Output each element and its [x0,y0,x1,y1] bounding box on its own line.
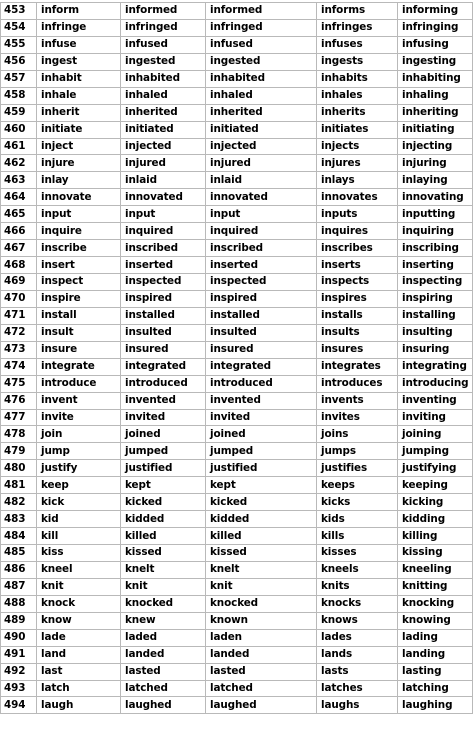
ing-form-cell: joining [398,426,473,443]
ing-form-cell: lading [398,629,473,646]
third-person-form-cell: insults [317,324,398,341]
past-participle-cell: inhaled [206,87,317,104]
past-participle-cell: kidded [206,511,317,528]
base-form-cell: lade [37,629,121,646]
past-simple-cell: injected [121,138,206,155]
table-row [1,629,473,646]
past-simple-cell: inspected [121,274,206,291]
past-participle-cell: inquired [206,223,317,240]
ing-form-cell: latching [398,680,473,697]
third-person-form-cell: inherits [317,104,398,121]
ing-form-cell: insuring [398,341,473,358]
past-simple-cell: inserted [121,257,206,274]
past-participle-cell: kissed [206,545,317,562]
table-row [1,104,473,121]
ing-form-cell: knitting [398,578,473,595]
table-row [1,172,473,189]
past-participle-cell: killed [206,528,317,545]
row-number-cell: 484 [1,528,37,545]
base-form-cell: input [37,206,121,223]
row-number-cell: 463 [1,172,37,189]
row-number-cell: 477 [1,409,37,426]
ing-form-cell: introducing [398,375,473,392]
ing-form-cell: killing [398,528,473,545]
table-row [1,257,473,274]
ing-form-cell: informing [398,3,473,20]
row-number-cell: 490 [1,629,37,646]
past-participle-cell: knit [206,578,317,595]
base-form-cell: inform [37,3,121,20]
past-participle-cell: inserted [206,257,317,274]
ing-form-cell: inspiring [398,290,473,307]
base-form-cell: insult [37,324,121,341]
base-form-cell: keep [37,477,121,494]
past-simple-cell: invented [121,392,206,409]
row-number-cell: 455 [1,36,37,53]
base-form-cell: inspect [37,274,121,291]
third-person-form-cell: jumps [317,443,398,460]
past-participle-cell: introduced [206,375,317,392]
row-number-cell: 481 [1,477,37,494]
row-number-cell: 472 [1,324,37,341]
row-number-cell: 485 [1,545,37,562]
row-number-cell: 467 [1,240,37,257]
past-participle-cell: laden [206,629,317,646]
row-number-cell: 486 [1,561,37,578]
row-number-cell: 471 [1,307,37,324]
past-participle-cell: invented [206,392,317,409]
past-participle-cell: injured [206,155,317,172]
table-row [1,189,473,206]
third-person-form-cell: inspects [317,274,398,291]
third-person-form-cell: insures [317,341,398,358]
past-simple-cell: installed [121,307,206,324]
past-simple-cell: knew [121,612,206,629]
past-participle-cell: justified [206,460,317,477]
past-simple-cell: innovated [121,189,206,206]
base-form-cell: jump [37,443,121,460]
third-person-form-cell: ingests [317,53,398,70]
third-person-form-cell: installs [317,307,398,324]
past-participle-cell: jumped [206,443,317,460]
past-simple-cell: insulted [121,324,206,341]
base-form-cell: kill [37,528,121,545]
past-participle-cell: informed [206,3,317,20]
table-row [1,646,473,663]
base-form-cell: land [37,646,121,663]
row-number-cell: 488 [1,595,37,612]
row-number-cell: 470 [1,290,37,307]
ing-form-cell: laughing [398,697,473,714]
third-person-form-cell: lands [317,646,398,663]
third-person-form-cell: injects [317,138,398,155]
base-form-cell: laugh [37,697,121,714]
table-row [1,138,473,155]
third-person-form-cell: kicks [317,494,398,511]
ing-form-cell: inlaying [398,172,473,189]
base-form-cell: inject [37,138,121,155]
past-participle-cell: inspired [206,290,317,307]
past-simple-cell: input [121,206,206,223]
past-simple-cell: inquired [121,223,206,240]
table-row [1,528,473,545]
row-number-cell: 459 [1,104,37,121]
past-simple-cell: killed [121,528,206,545]
third-person-form-cell: invites [317,409,398,426]
third-person-form-cell: lasts [317,663,398,680]
row-number-cell: 460 [1,121,37,138]
past-simple-cell: ingested [121,53,206,70]
row-number-cell: 458 [1,87,37,104]
third-person-form-cell: kids [317,511,398,528]
third-person-form-cell: inserts [317,257,398,274]
base-form-cell: invent [37,392,121,409]
past-participle-cell: laughed [206,697,317,714]
table-row [1,578,473,595]
third-person-form-cell: kills [317,528,398,545]
past-participle-cell: kept [206,477,317,494]
past-participle-cell: installed [206,307,317,324]
base-form-cell: inhabit [37,70,121,87]
table-row [1,155,473,172]
past-simple-cell: inlaid [121,172,206,189]
third-person-form-cell: latches [317,680,398,697]
third-person-form-cell: joins [317,426,398,443]
table-row [1,460,473,477]
base-form-cell: injure [37,155,121,172]
past-simple-cell: infused [121,36,206,53]
row-number-cell: 453 [1,3,37,20]
table-row [1,341,473,358]
ing-form-cell: knowing [398,612,473,629]
ing-form-cell: inspecting [398,274,473,291]
table-row [1,443,473,460]
base-form-cell: knock [37,595,121,612]
third-person-form-cell: introduces [317,375,398,392]
ing-form-cell: infusing [398,36,473,53]
ing-form-cell: kicking [398,494,473,511]
third-person-form-cell: inlays [317,172,398,189]
verb-forms-table [0,2,473,714]
base-form-cell: join [37,426,121,443]
third-person-form-cell: knows [317,612,398,629]
table-row [1,392,473,409]
past-simple-cell: inhabited [121,70,206,87]
past-participle-cell: injected [206,138,317,155]
past-simple-cell: inhaled [121,87,206,104]
base-form-cell: ingest [37,53,121,70]
row-number-cell: 483 [1,511,37,528]
past-simple-cell: knit [121,578,206,595]
ing-form-cell: inserting [398,257,473,274]
table-row [1,223,473,240]
base-form-cell: insure [37,341,121,358]
row-number-cell: 479 [1,443,37,460]
past-participle-cell: ingested [206,53,317,70]
past-participle-cell: insured [206,341,317,358]
row-number-cell: 462 [1,155,37,172]
past-simple-cell: kidded [121,511,206,528]
row-number-cell: 465 [1,206,37,223]
ing-form-cell: landing [398,646,473,663]
table-row [1,206,473,223]
past-simple-cell: infringed [121,19,206,36]
base-form-cell: last [37,663,121,680]
base-form-cell: inhale [37,87,121,104]
third-person-form-cell: lades [317,629,398,646]
verb-table-body [1,3,473,714]
table-row [1,545,473,562]
ing-form-cell: kidding [398,511,473,528]
row-number-cell: 473 [1,341,37,358]
base-form-cell: kneel [37,561,121,578]
third-person-form-cell: injures [317,155,398,172]
table-row [1,87,473,104]
row-number-cell: 464 [1,189,37,206]
past-participle-cell: integrated [206,358,317,375]
row-number-cell: 461 [1,138,37,155]
ing-form-cell: installing [398,307,473,324]
base-form-cell: infuse [37,36,121,53]
row-number-cell: 492 [1,663,37,680]
past-participle-cell: inspected [206,274,317,291]
row-number-cell: 474 [1,358,37,375]
past-simple-cell: laughed [121,697,206,714]
row-number-cell: 487 [1,578,37,595]
third-person-form-cell: knocks [317,595,398,612]
base-form-cell: integrate [37,358,121,375]
past-simple-cell: introduced [121,375,206,392]
table-row [1,53,473,70]
past-participle-cell: initiated [206,121,317,138]
third-person-form-cell: innovates [317,189,398,206]
ing-form-cell: inventing [398,392,473,409]
ing-form-cell: injuring [398,155,473,172]
past-participle-cell: inherited [206,104,317,121]
base-form-cell: inscribe [37,240,121,257]
row-number-cell: 494 [1,697,37,714]
ing-form-cell: lasting [398,663,473,680]
third-person-form-cell: inhabits [317,70,398,87]
table-row [1,494,473,511]
table-row [1,274,473,291]
third-person-form-cell: justifies [317,460,398,477]
ing-form-cell: kissing [398,545,473,562]
ing-form-cell: injecting [398,138,473,155]
row-number-cell: 454 [1,19,37,36]
ing-form-cell: inscribing [398,240,473,257]
past-simple-cell: joined [121,426,206,443]
past-participle-cell: innovated [206,189,317,206]
third-person-form-cell: infuses [317,36,398,53]
ing-form-cell: inputting [398,206,473,223]
base-form-cell: kid [37,511,121,528]
ing-form-cell: insulting [398,324,473,341]
row-number-cell: 482 [1,494,37,511]
third-person-form-cell: initiates [317,121,398,138]
base-form-cell: innovate [37,189,121,206]
past-simple-cell: knocked [121,595,206,612]
third-person-form-cell: infringes [317,19,398,36]
ing-form-cell: inheriting [398,104,473,121]
ing-form-cell: knocking [398,595,473,612]
table-row [1,70,473,87]
third-person-form-cell: keeps [317,477,398,494]
row-number-cell: 466 [1,223,37,240]
past-participle-cell: latched [206,680,317,697]
base-form-cell: kick [37,494,121,511]
table-row [1,324,473,341]
base-form-cell: inlay [37,172,121,189]
ing-form-cell: initiating [398,121,473,138]
past-simple-cell: informed [121,3,206,20]
table-row [1,595,473,612]
past-simple-cell: kissed [121,545,206,562]
base-form-cell: invite [37,409,121,426]
past-participle-cell: landed [206,646,317,663]
past-participle-cell: knocked [206,595,317,612]
past-simple-cell: initiated [121,121,206,138]
table-row [1,680,473,697]
past-participle-cell: inscribed [206,240,317,257]
past-simple-cell: kicked [121,494,206,511]
past-participle-cell: lasted [206,663,317,680]
past-participle-cell: known [206,612,317,629]
past-participle-cell: infused [206,36,317,53]
base-form-cell: initiate [37,121,121,138]
table-row [1,511,473,528]
table-row [1,477,473,494]
ing-form-cell: kneeling [398,561,473,578]
ing-form-cell: inhabiting [398,70,473,87]
row-number-cell: 478 [1,426,37,443]
third-person-form-cell: kisses [317,545,398,562]
past-participle-cell: knelt [206,561,317,578]
ing-form-cell: justifying [398,460,473,477]
past-simple-cell: justified [121,460,206,477]
third-person-form-cell: inhales [317,87,398,104]
past-participle-cell: kicked [206,494,317,511]
past-simple-cell: landed [121,646,206,663]
past-simple-cell: lasted [121,663,206,680]
third-person-form-cell: inspires [317,290,398,307]
third-person-form-cell: inputs [317,206,398,223]
row-number-cell: 480 [1,460,37,477]
row-number-cell: 468 [1,257,37,274]
table-row [1,663,473,680]
ing-form-cell: keeping [398,477,473,494]
base-form-cell: infringe [37,19,121,36]
past-simple-cell: injured [121,155,206,172]
ing-form-cell: inviting [398,409,473,426]
table-row [1,290,473,307]
past-participle-cell: joined [206,426,317,443]
past-participle-cell: invited [206,409,317,426]
base-form-cell: latch [37,680,121,697]
table-row [1,426,473,443]
row-number-cell: 491 [1,646,37,663]
base-form-cell: inquire [37,223,121,240]
table-row [1,375,473,392]
third-person-form-cell: laughs [317,697,398,714]
past-simple-cell: inspired [121,290,206,307]
base-form-cell: inherit [37,104,121,121]
table-row [1,240,473,257]
base-form-cell: justify [37,460,121,477]
ing-form-cell: ingesting [398,53,473,70]
table-row [1,307,473,324]
third-person-form-cell: knits [317,578,398,595]
base-form-cell: install [37,307,121,324]
table-row [1,409,473,426]
past-simple-cell: jumped [121,443,206,460]
ing-form-cell: inquiring [398,223,473,240]
base-form-cell: introduce [37,375,121,392]
table-row [1,36,473,53]
table-row [1,121,473,138]
third-person-form-cell: informs [317,3,398,20]
past-participle-cell: inhabited [206,70,317,87]
ing-form-cell: integrating [398,358,473,375]
ing-form-cell: innovating [398,189,473,206]
base-form-cell: knit [37,578,121,595]
ing-form-cell: inhaling [398,87,473,104]
third-person-form-cell: inscribes [317,240,398,257]
ing-form-cell: jumping [398,443,473,460]
row-number-cell: 469 [1,274,37,291]
row-number-cell: 493 [1,680,37,697]
past-simple-cell: inscribed [121,240,206,257]
table-row [1,612,473,629]
past-simple-cell: latched [121,680,206,697]
third-person-form-cell: invents [317,392,398,409]
row-number-cell: 489 [1,612,37,629]
past-participle-cell: input [206,206,317,223]
ing-form-cell: infringing [398,19,473,36]
table-row [1,358,473,375]
past-simple-cell: invited [121,409,206,426]
past-simple-cell: inherited [121,104,206,121]
past-simple-cell: knelt [121,561,206,578]
base-form-cell: inspire [37,290,121,307]
base-form-cell: insert [37,257,121,274]
past-simple-cell: insured [121,341,206,358]
third-person-form-cell: kneels [317,561,398,578]
past-participle-cell: inlaid [206,172,317,189]
table-row [1,19,473,36]
table-row [1,697,473,714]
row-number-cell: 457 [1,70,37,87]
past-participle-cell: infringed [206,19,317,36]
past-simple-cell: integrated [121,358,206,375]
table-row [1,3,473,20]
row-number-cell: 476 [1,392,37,409]
table-row [1,561,473,578]
row-number-cell: 456 [1,53,37,70]
row-number-cell: 475 [1,375,37,392]
base-form-cell: kiss [37,545,121,562]
past-participle-cell: insulted [206,324,317,341]
base-form-cell: know [37,612,121,629]
third-person-form-cell: inquires [317,223,398,240]
third-person-form-cell: integrates [317,358,398,375]
past-simple-cell: laded [121,629,206,646]
past-simple-cell: kept [121,477,206,494]
